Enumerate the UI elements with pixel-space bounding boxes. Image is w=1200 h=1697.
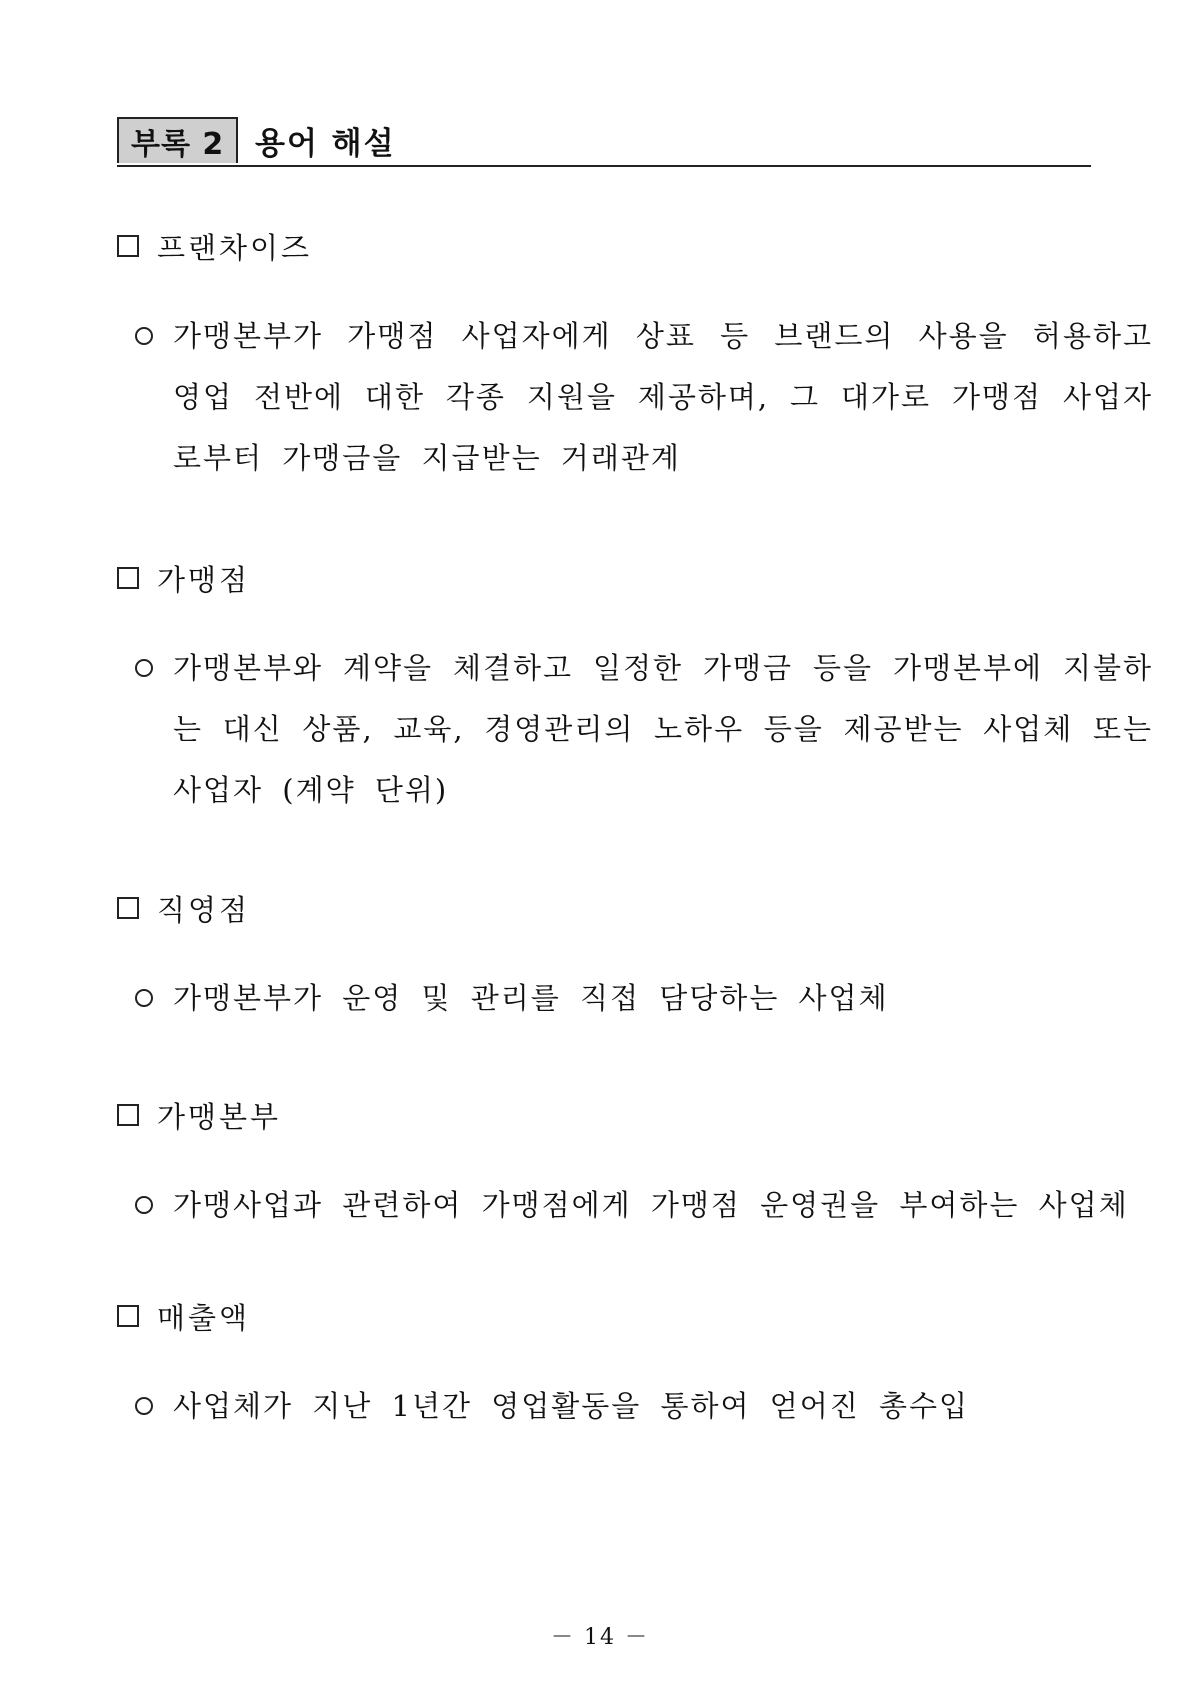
term-heading-label: 직영점 (157, 892, 251, 927)
term-definition-text: 가맹본부가 운영 및 관리를 직접 담당하는 사업체 (173, 981, 889, 1015)
circle-bullet-icon (135, 989, 153, 1007)
term-definition-text: 가맹사업과 관련하여 가맹점에게 가맹점 운영권을 부여하는 사업체 (173, 1188, 1129, 1222)
term-section-direct-store (117, 888, 1153, 1029)
term-heading (117, 226, 1153, 266)
square-bullet-icon (117, 1104, 139, 1126)
term-section-sales (117, 1296, 1153, 1437)
term-definition-text: 가맹본부가 가맹점 사업자에게 상표 등 브랜드의 사용을 허용하고 영업 전반에 대한 각종 지원을 제공하며, 그 대가로 가맹점 사업자로부터 가맹금을 지급받는 거래관계 (173, 319, 1153, 475)
appendix-label: 부록 2 (131, 127, 225, 162)
term-definition (117, 638, 1153, 821)
square-bullet-icon (117, 235, 139, 257)
term-definition (117, 968, 1153, 1029)
term-heading (117, 1296, 1153, 1336)
term-heading (117, 888, 1153, 928)
circle-bullet-icon (135, 659, 153, 677)
page-title: 용어 해설 (255, 125, 396, 162)
term-heading-label: 프랜차이즈 (157, 230, 313, 265)
square-bullet-icon (117, 567, 139, 589)
square-bullet-icon (117, 897, 139, 919)
circle-bullet-icon (135, 1196, 153, 1214)
term-section-franchisee (117, 558, 1153, 821)
circle-bullet-icon (135, 1397, 153, 1415)
term-definition (117, 306, 1153, 489)
term-section-franchisor (117, 1095, 1153, 1236)
term-definition (117, 1175, 1153, 1236)
term-definition-text: 가맹본부와 계약을 체결하고 일정한 가맹금 등을 가맹본부에 지불하는 대신 상품, 교육, 경영관리의 노하우 등을 제공받는 사업체 또는 사업자 (계약 단위) (173, 651, 1153, 807)
square-bullet-icon (117, 1305, 139, 1327)
circle-bullet-icon (135, 327, 153, 345)
term-heading-label: 가맹본부 (157, 1099, 282, 1134)
page-number: － 14 － (551, 1625, 649, 1650)
term-heading (117, 558, 1153, 598)
term-heading (117, 1095, 1153, 1135)
term-definition (117, 1376, 1153, 1437)
appendix-label-box (117, 117, 238, 163)
page-header (117, 117, 1091, 167)
term-section-franchise (117, 226, 1153, 489)
term-heading-label: 가맹점 (157, 562, 251, 597)
term-definition-text: 사업체가 지난 1년간 영업활동을 통하여 얻어진 총수입 (173, 1389, 970, 1423)
term-heading-label: 매출액 (157, 1300, 251, 1335)
